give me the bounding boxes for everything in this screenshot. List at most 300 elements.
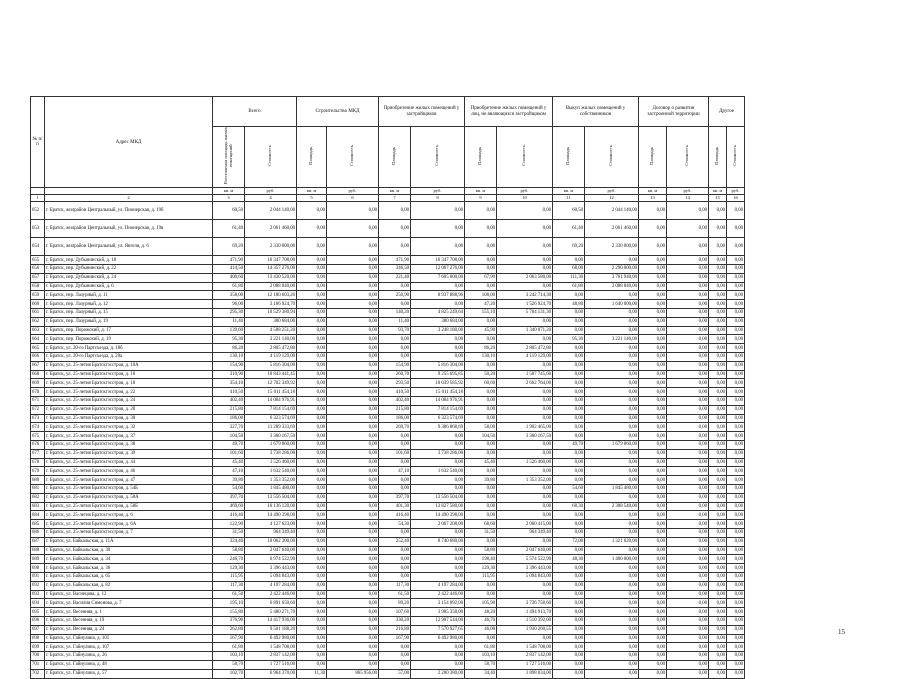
value-cell: 0,00 [297,546,327,555]
value-cell: 0,00 [727,300,745,309]
value-cell: 0,00 [667,282,709,291]
table-row [31,300,745,309]
value-cell: 3 360 167,50 [497,432,553,441]
value-cell: 6 891 650,60 [245,599,297,608]
row-number-cell: 698 [31,634,45,643]
value-cell: 0,00 [297,370,327,379]
row-number-cell: 699 [31,643,45,652]
address-cell: г. Братск, ул. Гайнулина, д. 48 [45,660,213,669]
value-cell: 11 289 333,69 [245,423,297,432]
value-cell: 0,00 [709,423,727,432]
value-cell: 0,00 [327,555,379,564]
value-cell: 0,00 [553,476,585,485]
value-cell: 0,00 [639,511,667,520]
value-cell: 964 349,40 [245,528,297,537]
value-cell: 0,00 [639,484,667,493]
value-cell: 0,00 [327,300,379,309]
table-row [31,528,745,537]
value-cell: 89,20 [379,599,411,608]
value-cell: 0,00 [327,564,379,573]
subheader-area: Площадь [709,127,727,188]
value-cell: 0,00 [639,643,667,652]
table-row [31,344,745,353]
value-cell: 0,00 [553,432,585,441]
value-cell: 46,70 [465,616,497,625]
unit-cell: кв. м [297,188,327,195]
value-cell: 0,00 [497,335,553,344]
value-cell: 4 119 129,00 [245,353,297,362]
value-cell: 0,00 [379,564,411,573]
value-cell: 115,95 [465,572,497,581]
value-cell: 0,00 [667,335,709,344]
value-cell: 0,00 [639,282,667,291]
value-cell: 0,00 [497,502,553,511]
value-cell: 0,00 [327,414,379,423]
value-cell: 0,00 [585,528,639,537]
value-cell: 0,00 [667,265,709,274]
table-row [31,220,745,238]
address-cell: г. Братск, ул. 25-летия Братскгэсстроя, д. 38 [45,440,213,449]
value-cell: 0,00 [553,652,585,661]
value-cell: 0,00 [497,405,553,414]
value-cell: 0,00 [667,484,709,493]
value-cell: 0,00 [709,511,727,520]
value-cell: 0,00 [727,634,745,643]
value-cell: 0,00 [667,616,709,625]
value-cell: 0,00 [379,300,411,309]
value-cell: 0,00 [709,616,727,625]
value-cell: 0,00 [465,397,497,406]
value-cell: 2 330 000,00 [245,238,297,256]
table-row [31,643,745,652]
value-cell: 0,00 [553,572,585,581]
value-cell: 3 738 286,00 [411,449,465,458]
table-row [31,652,745,661]
value-cell: 0,00 [667,353,709,362]
value-cell: 0,00 [727,220,745,238]
value-cell: 0,00 [585,493,639,502]
value-cell: 15 011 454,18 [411,388,465,397]
value-cell: 0,00 [465,220,497,238]
value-cell: 0,00 [709,528,727,537]
address-cell: г. Братск, ул. 25-летия Братскгэсстроя, д. 22 [45,388,213,397]
value-cell: 0,00 [379,555,411,564]
value-cell: 48,20 [465,608,497,617]
value-cell: 0,00 [297,220,327,238]
value-cell: 0,00 [297,511,327,520]
units-row [31,188,745,195]
value-cell: 2 067 208,00 [411,520,465,529]
value-cell: 54,60 [553,484,585,493]
value-cell: 0,00 [639,520,667,529]
value-cell: 0,00 [327,291,379,300]
value-cell: 0,00 [639,361,667,370]
value-cell: 49,70 [213,440,245,449]
value-cell: 0,00 [297,273,327,282]
value-cell: 48,30 [553,555,585,564]
value-cell: 0,00 [327,528,379,537]
value-cell: 0,00 [727,546,745,555]
value-cell: 0,00 [639,493,667,502]
value-cell: 0,00 [497,467,553,476]
value-cell: 0,00 [639,467,667,476]
value-cell: 2 837 142,00 [245,652,297,661]
value-cell: 0,00 [709,238,727,256]
value-cell: 186,00 [213,414,245,423]
value-cell: 0,00 [709,405,727,414]
row-number-cell: 662 [31,317,45,326]
value-cell: 330,20 [379,616,411,625]
table-row [31,326,745,335]
value-cell: 0,00 [709,220,727,238]
row-number-cell: 697 [31,625,45,634]
value-cell: 7 605 000,00 [411,273,465,282]
value-cell: 0,00 [411,353,465,362]
value-cell: 0,00 [727,652,745,661]
table-body [31,202,745,678]
value-cell: 0,00 [639,300,667,309]
unit-cell: кв. м [709,188,727,195]
value-cell: 0,00 [727,537,745,546]
value-cell: 0,00 [639,273,667,282]
value-cell: 2 308 540,00 [585,502,639,511]
row-number-cell: 672 [31,405,45,414]
value-cell: 0,00 [585,432,639,441]
value-cell: 0,00 [727,555,745,564]
value-cell: 0,00 [727,326,745,335]
value-cell: 402,40 [379,397,411,406]
value-cell: 0,00 [327,202,379,220]
value-cell: 0,00 [379,238,411,256]
table-row [31,423,745,432]
value-cell: 310,90 [213,370,245,379]
row-number-cell: 654 [31,238,45,256]
value-cell: 61,80 [465,643,497,652]
value-cell: 0,00 [639,326,667,335]
value-cell: 0,00 [297,440,327,449]
value-cell: 0,00 [709,291,727,300]
value-cell: 0,00 [639,379,667,388]
value-cell: 0,00 [497,317,553,326]
unit-cell: кв. м [465,188,497,195]
value-cell: 1 494 913,70 [497,608,553,617]
address-cell: г. Братск, ул. 25-летия Братскгэсстроя, д. 39 [45,449,213,458]
value-cell: 104,50 [465,432,497,441]
value-cell: 2 805 472,80 [245,344,297,353]
value-cell: 1 727 516,00 [497,660,553,669]
column-number: 13 [639,195,667,202]
value-cell: 0,00 [297,599,327,608]
value-cell: 410,50 [213,388,245,397]
row-number-cell: 683 [31,502,45,511]
row-number-cell: 684 [31,511,45,520]
value-cell: 0,00 [667,388,709,397]
value-cell: 69,20 [553,238,585,256]
value-cell: 195,10 [213,599,245,608]
value-cell: 0,00 [379,432,411,441]
value-cell: 0,00 [497,440,553,449]
value-cell: 0,00 [667,256,709,265]
table-row [31,256,745,265]
value-cell: 0,00 [327,660,379,669]
value-cell: 471,90 [379,256,411,265]
value-cell: 0,00 [585,643,639,652]
value-cell: 0,00 [465,502,497,511]
row-number-cell: 676 [31,440,45,449]
value-cell: 14 490 398,00 [411,511,465,520]
value-cell: 0,00 [709,581,727,590]
value-cell: 3 985 358,00 [411,608,465,617]
value-cell: 186,00 [379,414,411,423]
value-cell: 0,00 [585,546,639,555]
table-row [31,335,745,344]
value-cell: 3 166 924,70 [245,300,297,309]
value-cell: 0,00 [709,379,727,388]
address-header: Адрес МКД [45,97,213,188]
value-cell: 39,80 [213,476,245,485]
value-cell: 0,00 [297,564,327,573]
value-cell: 0,00 [465,361,497,370]
value-cell: 0,00 [497,265,553,274]
value-cell: 13 430 520,00 [245,273,297,282]
value-cell: 0,00 [639,660,667,669]
value-cell: 0,00 [639,625,667,634]
value-cell: 0,00 [727,344,745,353]
value-cell: 5 094 843,00 [245,572,297,581]
value-cell: 0,00 [379,458,411,467]
value-cell: 58,70 [213,660,245,669]
value-cell: 45,90 [465,326,497,335]
value-cell: 0,00 [411,300,465,309]
value-cell: 122,90 [213,520,245,529]
value-cell: 0,00 [297,282,327,291]
value-cell: 269,70 [379,423,411,432]
value-cell: 0,00 [497,449,553,458]
value-cell: 1 400 000,00 [585,555,639,564]
value-cell: 0,00 [297,643,327,652]
value-cell: 0,00 [327,309,379,318]
table-row [31,502,745,511]
value-cell: 3 761 940,00 [585,273,639,282]
table-row [31,353,745,362]
column-number: 4 [245,195,297,202]
value-cell: 0,00 [497,238,553,256]
table-row [31,537,745,546]
value-cell: 3 154 892,00 [411,599,465,608]
value-cell: 1 548 708,00 [245,643,297,652]
address-cell: г. Братск, пер. Дубынинский, д. 24 [45,273,213,282]
value-cell: 3 396 443,00 [245,564,297,573]
value-cell: 0,00 [639,537,667,546]
value-cell: 0,00 [667,564,709,573]
address-cell: г. Братск, ул. 25-летия Братскгэсстроя, д. 47 [45,476,213,485]
value-cell: 0,00 [709,634,727,643]
value-cell: 0,00 [297,361,327,370]
value-cell: 0,00 [667,581,709,590]
value-cell: 0,00 [585,405,639,414]
value-cell: 2 290 000,00 [585,265,639,274]
value-cell: 0,00 [709,484,727,493]
group-header-developer-purchase: Приобретение жилых помещений у застройщиков [379,97,465,127]
value-cell: 115,95 [213,572,245,581]
value-cell: 0,00 [553,511,585,520]
value-cell: 865 956,00 [327,669,379,678]
value-cell: 0,00 [497,282,553,291]
value-cell: 1 845 480,00 [585,484,639,493]
value-cell: 49,70 [553,440,585,449]
value-cell: 0,00 [297,528,327,537]
value-cell: 0,00 [553,326,585,335]
unit-cell: кв. м [379,188,411,195]
value-cell: 58,80 [465,546,497,555]
value-cell: 0,00 [727,520,745,529]
value-cell: 0,00 [639,423,667,432]
value-cell: 1 510 392,00 [497,616,553,625]
address-cell: г. Братск, ул. Байкальская, д. 36 [45,564,213,573]
value-cell: 1 898 034,00 [497,669,553,678]
value-cell: 0,00 [465,634,497,643]
value-cell: 0,00 [497,220,553,238]
value-cell: 0,00 [465,317,497,326]
value-cell: 0,00 [585,625,639,634]
value-cell: 0,00 [639,528,667,537]
value-cell: 9 386 868,69 [411,423,465,432]
value-cell: 0,00 [639,405,667,414]
table-row [31,361,745,370]
address-cell: г. Братск, ул. Байкальская, д. 82 [45,581,213,590]
value-cell: 9 501 188,20 [245,625,297,634]
row-number-cell: 668 [31,370,45,379]
value-cell: 0,00 [727,353,745,362]
value-cell: 102,70 [213,669,245,678]
value-cell: 14 490 398,00 [245,511,297,520]
value-cell: 0,00 [465,265,497,274]
value-cell: 0,00 [709,608,727,617]
value-cell: 0,00 [327,282,379,291]
address-cell: г. Братск, пер. Порожский, д. 17 [45,326,213,335]
subheader-cost: Стоимость [327,127,379,188]
value-cell: 2 088 840,00 [585,282,639,291]
value-cell: 0,00 [727,309,745,318]
column-number: 16 [727,195,745,202]
value-cell: 0,00 [553,388,585,397]
table-row [31,388,745,397]
value-cell: 0,00 [585,344,639,353]
value-cell: 1 548 708,00 [497,643,553,652]
value-cell: 0,00 [727,202,745,220]
value-cell: 0,00 [297,590,327,599]
value-cell: 72,00 [553,537,585,546]
value-cell: 0,00 [465,537,497,546]
value-cell: 1 340 071,20 [497,326,553,335]
value-cell: 0,00 [411,476,465,485]
value-cell: 0,00 [709,361,727,370]
value-cell: 0,00 [639,353,667,362]
value-cell: 1 727 516,00 [245,660,297,669]
value-cell: 0,00 [297,432,327,441]
address-cell: г. Братск, ул. 25-летия Братскгэсстроя, д. 58А [45,493,213,502]
value-cell: 61,40 [553,220,585,238]
value-cell: 0,00 [327,317,379,326]
value-cell: 0,00 [411,220,465,238]
table-row [31,493,745,502]
value-cell: 0,00 [709,564,727,573]
value-cell: 0,00 [639,220,667,238]
value-cell: 0,00 [727,502,745,511]
row-number-cell: 653 [31,220,45,238]
value-cell: 0,00 [327,502,379,511]
address-cell: г. Братск, пер. Лазурный, д. 11 [45,291,213,300]
value-cell: 354,10 [213,379,245,388]
address-cell: г. Братск, ул. 25-летия Братскгэсстроя, д. 54Б [45,484,213,493]
table-row [31,265,745,274]
value-cell: 0,00 [667,317,709,326]
value-cell: 0,00 [709,546,727,555]
address-cell: г. Братск, ул. 25-летия Братскгэсстроя, д. 37 [45,432,213,441]
value-cell: 0,00 [639,476,667,485]
value-cell: 0,00 [553,616,585,625]
value-cell: 0,00 [465,405,497,414]
value-cell: 0,00 [667,414,709,423]
value-cell: 221,40 [379,273,411,282]
value-cell: 0,00 [553,353,585,362]
value-cell: 0,00 [297,335,327,344]
value-cell: 0,00 [727,265,745,274]
value-cell: 0,00 [585,317,639,326]
value-cell: 0,00 [585,608,639,617]
value-cell: 0,00 [585,256,639,265]
value-cell: 0,00 [639,581,667,590]
value-cell: 0,00 [727,564,745,573]
value-cell: 0,00 [297,291,327,300]
value-cell: 0,00 [727,361,745,370]
value-cell: 0,00 [585,326,639,335]
value-cell: 47,10 [213,467,245,476]
value-cell: 95,30 [553,335,585,344]
table-row [31,511,745,520]
value-cell: 0,00 [667,344,709,353]
value-cell: 1 902 465,00 [497,423,553,432]
value-cell: 93,70 [379,326,411,335]
value-cell: 3 360 167,50 [245,432,297,441]
value-cell: 216,80 [379,625,411,634]
value-cell: 1 526 924,70 [497,300,553,309]
group-header-construction: Строительство МКД [297,97,379,127]
value-cell: 0,00 [553,467,585,476]
address-cell: г. Братск, пер. Лазурный, д. 12 [45,300,213,309]
column-number: 12 [585,195,639,202]
value-cell: 0,00 [465,388,497,397]
row-number-cell: 657 [31,273,45,282]
n-pp-header: № п/п [31,97,45,188]
value-cell: 7 814 154,69 [411,405,465,414]
value-cell: 16 347 708,00 [245,256,297,265]
table-row [31,432,745,441]
value-cell: 0,00 [585,467,639,476]
value-cell: 0,00 [327,335,379,344]
value-cell: 0,00 [667,652,709,661]
value-cell: 46,00 [465,625,497,634]
value-cell: 0,00 [709,432,727,441]
row-number-cell: 667 [31,361,45,370]
unit-cell: кв. м [553,188,585,195]
value-cell: 14 417 936,00 [245,616,297,625]
value-cell: 140,20 [379,309,411,318]
value-cell: 154,90 [379,361,411,370]
value-cell: 0,00 [667,493,709,502]
value-cell: 58,00 [465,423,497,432]
value-cell: 0,00 [727,467,745,476]
